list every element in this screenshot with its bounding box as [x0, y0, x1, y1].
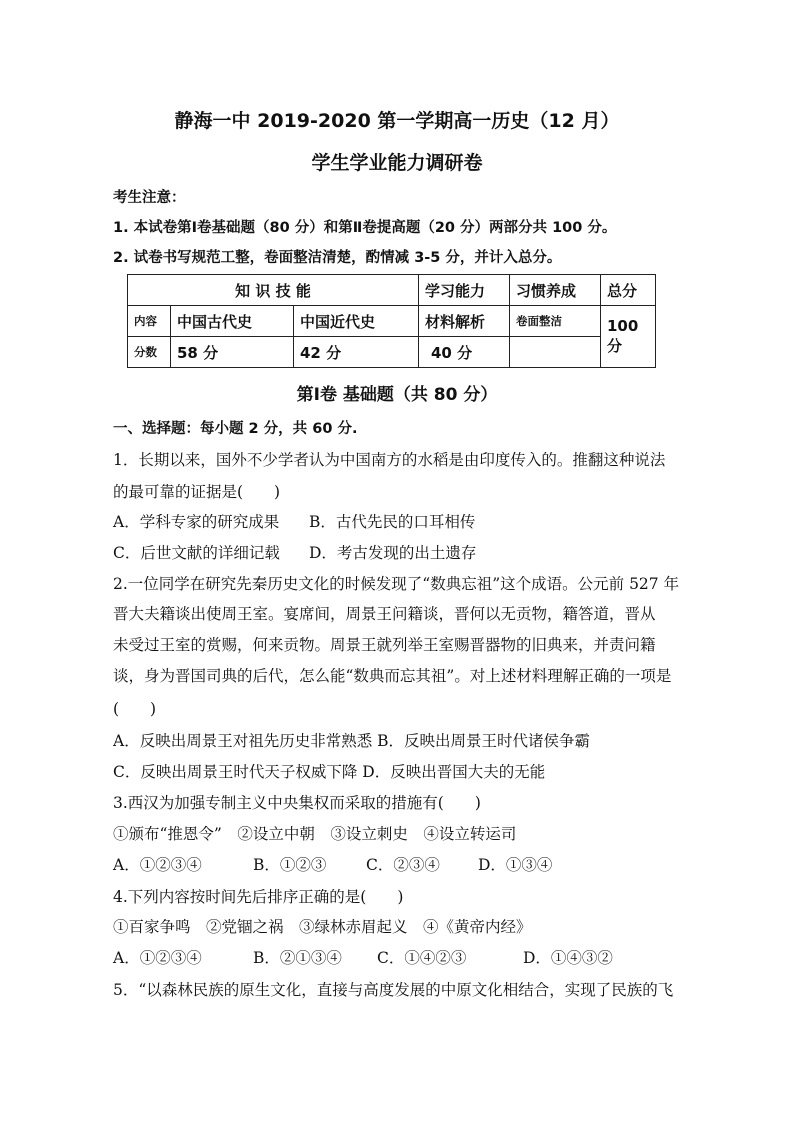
cell-modern-score: 42 分	[294, 337, 419, 368]
q1-stem-line-1: 1．长期以来，国外不少学者认为中国南方的水稻是由印度传入的。推翻这种说法	[113, 451, 666, 469]
q3-options	[113, 853, 552, 875]
q1-option-c: C．后世文献的详细记载	[113, 544, 280, 562]
part-heading: 一、选择题：每小题 2 分，共 60 分.	[113, 421, 358, 437]
ability-table	[127, 274, 656, 368]
header-learning-ability: 学习能力	[419, 275, 510, 306]
exam-title: 静海一中 2019-2020 第一学期高一历史（12 月）	[174, 110, 620, 132]
q2-stem-line-5: ( )	[113, 700, 157, 718]
notice-label: 考生注意：	[113, 190, 186, 206]
cell-neatness-score	[510, 337, 601, 368]
q4-option-d: D．①④③②	[523, 949, 613, 967]
q3-option-b: B．①②③	[253, 856, 327, 874]
notice-item-2: 2. 试卷书写规范工整，卷面整洁清楚，酌情减 3-5 分，并计入总分。	[113, 250, 562, 266]
exam-subtitle: 学生学业能力调研卷	[311, 152, 483, 174]
q4-options	[113, 946, 613, 968]
q4-option-a: A．①②③④	[113, 949, 202, 967]
q3-option-d: D．①③④	[478, 856, 553, 874]
q2-stem-line-1: 2.一位同学在研究先秦历史文化的时候发现了“数典忘祖”这个成语。公元前 527 年	[113, 575, 680, 593]
q3-option-a: A．①②③④	[113, 856, 202, 874]
header-total: 总分	[601, 275, 656, 306]
cell-material-score: 40 分	[419, 337, 510, 368]
q1-option-d: D．考古发现的出土遗存	[309, 544, 477, 562]
q4-option-b: B．②①③④	[253, 949, 342, 967]
q5-stem-line-1: 5．“以森林民族的原生文化，直接与高度发展的中原文化相结合，实现了民族的飞	[113, 981, 674, 999]
row-label-content: 内容	[128, 306, 171, 337]
q2-options-cd: C．反映出周景王时代天子权威下降 D．反映出晋国大夫的无能	[113, 763, 546, 781]
q1-option-b: B．古代先民的口耳相传	[309, 513, 476, 531]
header-knowledge-skill: 知 识 技 能	[128, 275, 419, 306]
q1-options-row-1	[113, 510, 475, 532]
q2-stem-line-4: 谈，身为晋国司典的后代，怎么能“数典而忘其祖”。对上述材料理解正确的一项是	[113, 667, 672, 685]
q4-stem: 4.下列内容按时间先后排序正确的是( )	[113, 888, 404, 906]
cell-ancient-history: 中国古代史	[171, 306, 294, 337]
row-label-score: 分数	[128, 337, 171, 368]
cell-modern-history: 中国近代史	[294, 306, 419, 337]
cell-ancient-score: 58 分	[171, 337, 294, 368]
q3-option-c: C．②③④	[366, 856, 440, 874]
header-habit: 习惯养成	[510, 275, 601, 306]
q2-stem-line-2: 晋大夫籍谈出使周王室。宴席间，周景王问籍谈，晋何以无贡物，籍答道，晋从	[113, 605, 656, 623]
notice-item-1: 1. 本试卷第Ⅰ卷基础题（80 分）和第Ⅱ卷提高题（20 分）两部分共 100 分。	[113, 220, 617, 236]
q2-stem-line-3: 未受过王室的赏赐，何来贡物。周景王就列举王室赐晋器物的旧典来，并责问籍	[113, 636, 656, 654]
q4-option-c: C．①④②③	[377, 949, 467, 967]
q3-stem: 3.西汉为加强专制主义中央集权而采取的措施有( )	[113, 794, 481, 812]
q1-options-row-2	[113, 541, 476, 563]
q1-stem-line-2: 的最可靠的证据是( )	[113, 483, 281, 501]
cell-neatness: 卷面整洁	[510, 306, 601, 337]
q2-options-ab: A．反映出周景王对祖先历史非常熟悉 B．反映出周景王时代诸侯争霸	[113, 732, 591, 750]
cell-material-analysis: 材料解析	[419, 306, 510, 337]
section-title: 第Ⅰ卷 基础题（共 80 分）	[296, 385, 498, 405]
q1-option-a: A．学科专家的研究成果	[113, 513, 280, 531]
cell-total-score: 100 分	[601, 306, 656, 368]
q4-items: ①百家争鸣 ②党锢之祸 ③绿林赤眉起义 ④《黄帝内经》	[113, 918, 532, 936]
q3-items: ①颁布“推恩令” ②设立中朝 ③设立刺史 ④设立转运司	[113, 825, 517, 843]
